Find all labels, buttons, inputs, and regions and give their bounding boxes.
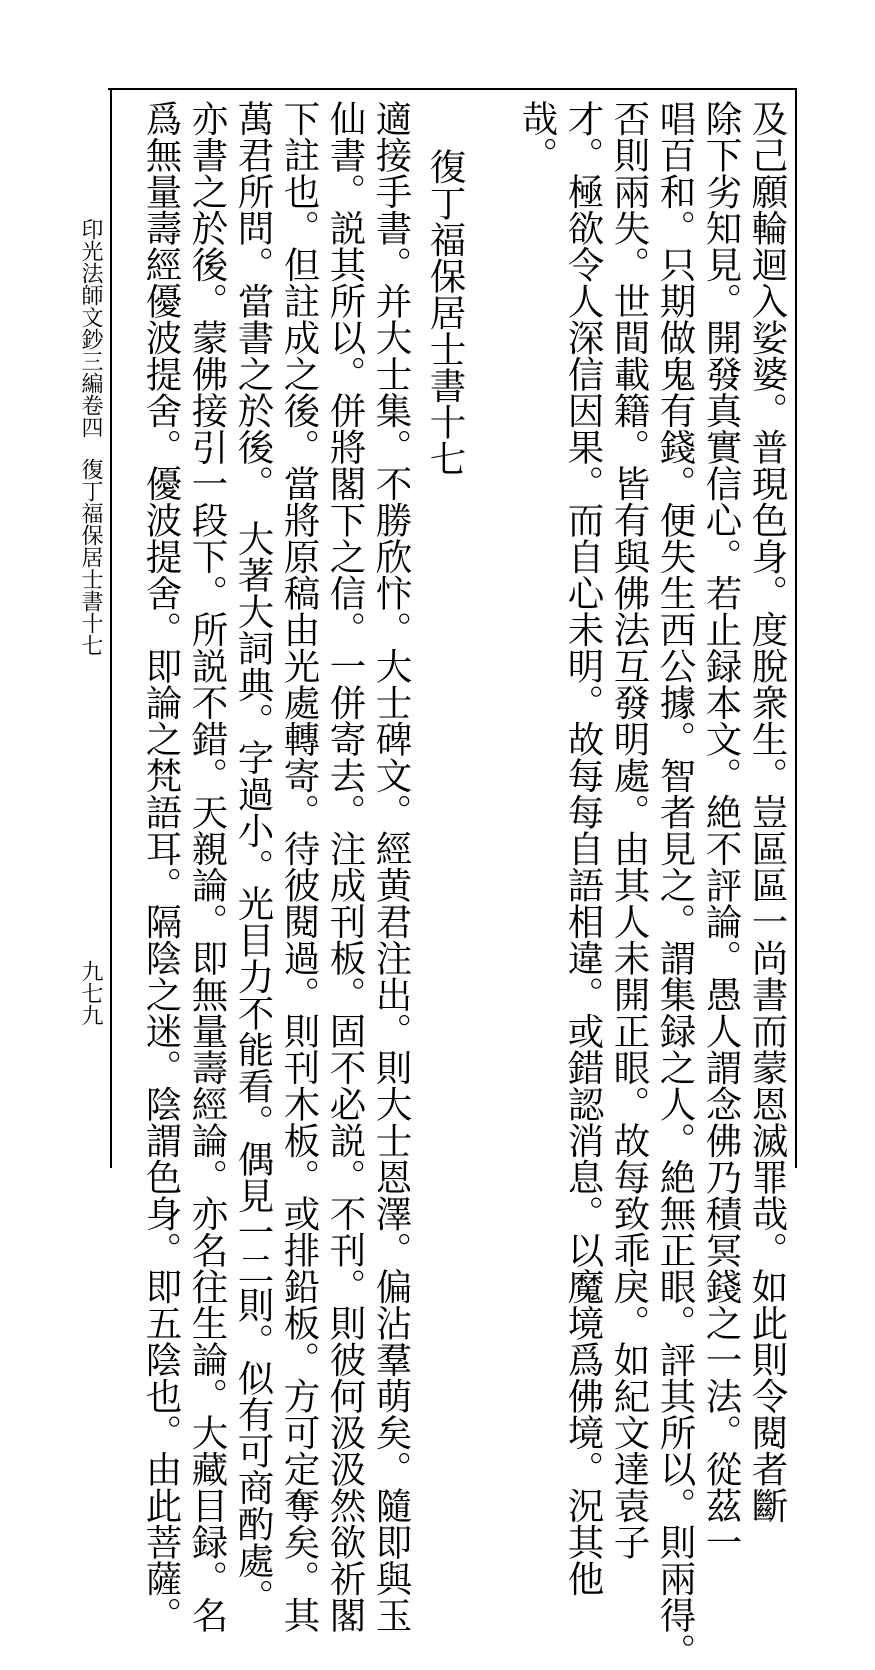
text-column-15: 爲無量壽經優波提舍。優波提舍。即論之梵語耳。隔陰之迷。陰謂色身。即五陰也。由此菩薩。 [140, 100, 183, 1633]
margin-book-title: 印光法師文鈔三編卷四 [78, 218, 103, 438]
text-column-12: 下註也。但註成之後。當將原稿由光處轉寄。待彼閱過。則刊木板。或排鉛板。方可定奪矣。其 [278, 100, 321, 1633]
text-column-13: 萬君所問。當書之於後。 大著大詞典。字過小。光目力不能看。偶見一二則。似有可商酌處。 [232, 100, 275, 1615]
text-column-11: 仙書。説其所以。併將閣下之信。一併寄去。注成刊板。固不必説。不刊。則彼何汲汲然欲祈閣 [324, 100, 367, 1633]
text-column-3: 唱百和。只期做鬼有錢。便失生西公據。智者見之。謂集録之人。絶無正眼。評其所以。則兩得。 [654, 100, 697, 1670]
text-column-4: 否則兩失。世間載籍。皆有與佛法互發明處。由其人未開正眼。故每致乖戾。如紀文達袁子 [608, 100, 651, 1560]
text-column-6: 哉。 [516, 100, 559, 173]
letter-title: 復丁福保居士書十七 [424, 148, 467, 477]
page-frame-top [108, 88, 797, 90]
text-column-1: 及己願輪迴入娑婆。普現色身。度脫衆生。豈區區一尚書而蒙恩滅罪哉。如此則令閱者斷 [746, 100, 789, 1524]
page-frame-right [795, 88, 797, 1168]
text-column-2: 除下劣知見。開發真實信心。若止録本文。絶不評論。愚人謂念佛乃積冥錢之一法。從茲一 [700, 100, 743, 1560]
text-column-14: 亦書之於後。蒙佛接引一段下。所説不錯。天親論。即無量壽經論。亦名往生論。大藏目録。名 [186, 100, 229, 1633]
text-column-5: 才。極欲令人深信因果。而自心未明。故每每自語相違。或錯認消息。以魔境爲佛境。況其他 [562, 100, 605, 1597]
text-column-10: 適接手書。并大士集。不勝欣忭。大士碑文。經黄君注出。則大士恩澤。偏沾羣萌矣。隨即與玉 [370, 100, 413, 1633]
page-number: 九七九 [78, 960, 103, 1026]
page-frame-left [110, 88, 112, 1168]
margin-section-title: 復丁福保居士書十七 [78, 458, 103, 656]
